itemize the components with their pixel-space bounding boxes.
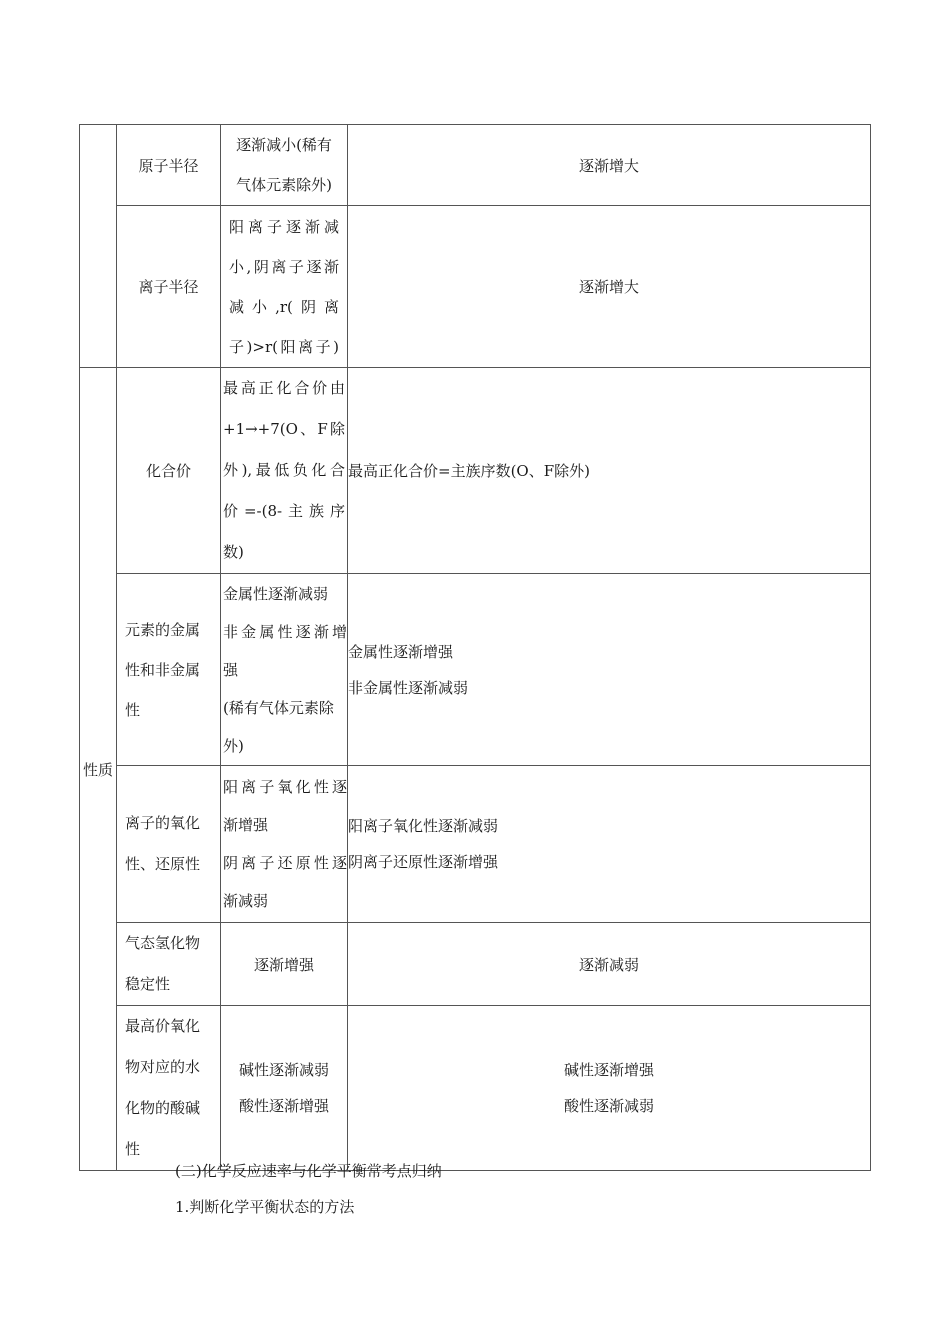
table-row	[80, 206, 871, 368]
row-left-value: 阳离子氧化性逐 渐增强 阴离子还原性逐 渐减弱	[221, 766, 348, 923]
row-right-value: 阳离子氧化性逐渐减弱 阴离子还原性逐渐增强	[348, 766, 871, 923]
row-label: 元素的金属 性和非金属 性	[117, 574, 221, 766]
section-heading: (二)化学反应速率与化学平衡常考点归纳	[175, 1162, 442, 1180]
row-right-value: 逐渐减弱	[348, 923, 871, 1006]
row-right-value: 碱性逐渐增强 酸性逐渐减弱	[348, 1006, 871, 1171]
row-right-value: 逐渐增大	[348, 125, 871, 206]
group-cell-empty	[80, 125, 117, 368]
row-left-value: 金属性逐渐减弱 非金属性逐渐增 强 (稀有气体元素除 外)	[221, 574, 348, 766]
row-label: 离子半径	[117, 206, 221, 368]
row-right-value: 最高正化合价=主族序数(O、F除外)	[348, 368, 871, 574]
row-label: 化合价	[117, 368, 221, 574]
row-left-value: 逐渐减小(稀有 气体元素除外)	[221, 125, 348, 206]
table-row	[80, 923, 871, 1006]
table-row	[80, 1006, 871, 1171]
row-left-value: 阳离子逐渐减 小,阴离子逐渐 减小,r(阴离 子)>r(阳离子)	[221, 206, 348, 368]
row-left-value: 最高正化合价由 +1→+7(O、F除 外),最低负化合 价=-(8-主族序 数)	[221, 368, 348, 574]
row-right-value: 金属性逐渐增强 非金属性逐渐减弱	[348, 574, 871, 766]
row-label: 气态氢化物 稳定性	[117, 923, 221, 1006]
row-left-value: 逐渐增强	[221, 923, 348, 1006]
row-label: 原子半径	[117, 125, 221, 206]
periodic-trends-table	[79, 124, 871, 1171]
group-label-property: 性质	[80, 368, 117, 1171]
table-row	[80, 574, 871, 766]
table-row	[80, 125, 871, 206]
row-label: 最高价氧化 物对应的水 化物的酸碱 性	[117, 1006, 221, 1171]
row-label: 离子的氧化 性、还原性	[117, 766, 221, 923]
row-left-value: 碱性逐渐减弱 酸性逐渐增强	[221, 1006, 348, 1171]
table-row	[80, 368, 871, 574]
table-row	[80, 766, 871, 923]
subheading: 1.判断化学平衡状态的方法	[175, 1198, 355, 1216]
row-right-value: 逐渐增大	[348, 206, 871, 368]
